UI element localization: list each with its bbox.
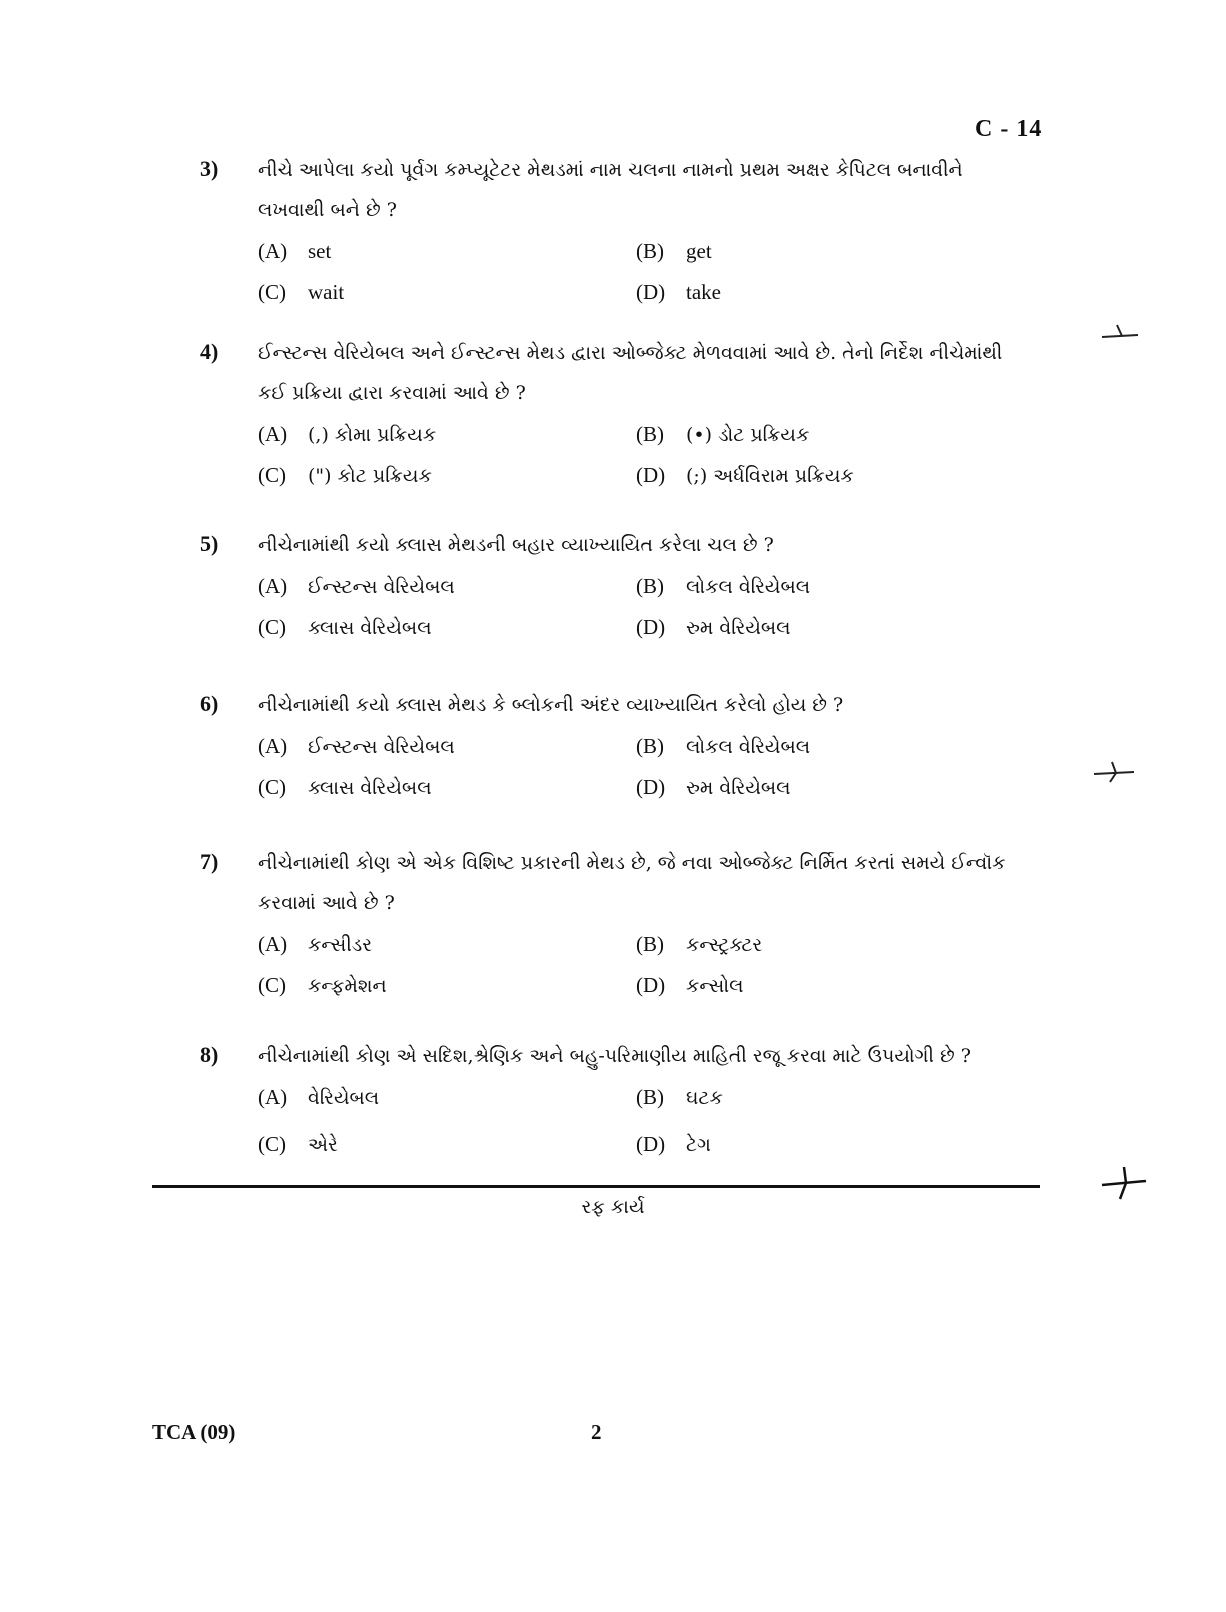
- option-letter: (A): [258, 422, 288, 446]
- option-text: કન્સ્ટ્રક્ટર: [686, 934, 763, 956]
- question-8: [200, 1036, 1030, 1162]
- option-text: કન્સોલ: [686, 975, 744, 997]
- question-text: નીચેનામાંથી કોણ એ એક વિશિષ્ટ પ્રકારની મેથડ છે, જે નવા ઓબ્જેક્ટ નિર્મિત કરતાં સમયે ઈન્વૉક કરવામાં આવે છે ?: [258, 852, 1006, 914]
- option-text: ટેગ: [686, 1134, 711, 1156]
- option-letter: (A): [258, 239, 288, 263]
- option-letter: (C): [258, 973, 286, 997]
- option-letter: (D): [636, 775, 666, 799]
- option-b: [636, 927, 1014, 962]
- option-text: લોકલ વેરિયેબલ: [686, 576, 811, 598]
- option-letter: (B): [636, 932, 664, 956]
- option-letter: (C): [258, 615, 286, 639]
- option-text: રુમ વેરિયેબલ: [686, 777, 791, 799]
- option-c: [258, 1127, 636, 1162]
- option-text: કન્સીડર: [308, 934, 373, 956]
- question-number: 5): [200, 531, 219, 556]
- question-number: 7): [200, 849, 219, 874]
- option-text: એરે: [308, 1134, 338, 1156]
- option-text: ક્લાસ વેરિયેબલ: [308, 777, 432, 799]
- option-text: (•) ડોટ પ્રક્રિયક: [686, 424, 810, 446]
- option-letter: (C): [258, 775, 286, 799]
- option-text: (;) અર્ધવિરામ પ્રક્રિયક: [686, 465, 854, 487]
- option-letter: (D): [636, 1132, 666, 1156]
- question-text: ઈન્સ્ટન્સ વેરિયેબલ અને ઈન્સ્ટન્સ મેથડ દ્વારા ઓબ્જેક્ટ મેળવવામાં આવે છે. તેનો નિર્દેશ નીચેમાંથી કઈ પ્રક્રિયા દ્વારા કરવામાં આવે છે ?: [258, 342, 1003, 404]
- option-text: ક્લાસ વેરિયેબલ: [308, 617, 432, 639]
- option-letter: (A): [258, 932, 288, 956]
- scan-mark-icon: [1092, 760, 1136, 786]
- question-text: નીચેનામાંથી કયો ક્લાસ મેથડ કે બ્લોકની અંદર વ્યાખ્યાયિત કરેલો હોય છે ?: [258, 694, 844, 716]
- option-text: રુમ વેરિયેબલ: [686, 617, 791, 639]
- question-text: નીચેનામાંથી કયો ક્લાસ મેથડની બહાર વ્યાખ્યાયિત કરેલા ચલ છે ?: [258, 534, 774, 556]
- options-list: [258, 927, 1030, 1003]
- option-d: [636, 610, 1014, 645]
- scan-mark-icon: [1100, 1165, 1148, 1201]
- option-text: (,) કોમા પ્રક્રિયક: [308, 424, 437, 446]
- option-d: [636, 1127, 1014, 1162]
- option-letter: (D): [636, 280, 666, 304]
- question-number: 6): [200, 691, 219, 716]
- option-a: [258, 234, 636, 269]
- option-letter: (B): [636, 1085, 664, 1109]
- option-letter: (A): [258, 734, 288, 758]
- option-letter: (B): [636, 734, 664, 758]
- options-list: [258, 729, 1030, 805]
- option-d: [636, 275, 1014, 310]
- option-d: [636, 770, 1014, 805]
- option-text: ઈન્સ્ટન્સ વેરિયેબલ: [308, 736, 455, 758]
- option-b: [636, 417, 1014, 452]
- option-b: [636, 569, 1014, 604]
- option-b: [636, 729, 1014, 764]
- option-text: લોકલ વેરિયેબલ: [686, 736, 811, 758]
- option-d: [636, 968, 1014, 1003]
- option-text: કન્ફમેશન: [308, 975, 387, 997]
- question-5: [200, 525, 1030, 645]
- question-number: 4): [200, 339, 219, 364]
- option-text: વેરિયેબલ: [308, 1087, 380, 1109]
- option-text: take: [686, 280, 721, 304]
- options-list: [258, 569, 1030, 645]
- option-letter: (D): [636, 973, 666, 997]
- paper-code: TCA (09): [152, 1420, 236, 1444]
- option-text: wait: [308, 280, 345, 304]
- option-text: ઘટક: [686, 1087, 723, 1109]
- option-letter: (A): [258, 574, 288, 598]
- option-letter: (C): [258, 463, 286, 487]
- divider-rule: [152, 1185, 1040, 1188]
- option-a: [258, 729, 636, 764]
- question-text: નીચેનામાંથી કોણ એ સદિશ,શ્રેણિક અને બહુ-પરિમાણીય માહિતી રજૂ કરવા માટે ઉપયોગી છે ?: [258, 1045, 971, 1067]
- option-a: [258, 927, 636, 962]
- question-3: [200, 150, 1030, 310]
- option-c: [258, 275, 636, 310]
- option-b: [636, 234, 1014, 269]
- question-text: નીચે આપેલા કયો પૂર્વગ કમ્પ્યૂટેટર મેથડમાં નામ ચલના નામનો પ્રથમ અક્ષર કેપિટલ બનાવીને લખવાથી બને છે ?: [258, 159, 963, 221]
- option-d: [636, 458, 1014, 493]
- option-letter: (C): [258, 1132, 286, 1156]
- option-c: [258, 968, 636, 1003]
- option-letter: (B): [636, 422, 664, 446]
- options-list: [258, 234, 1030, 310]
- option-letter: (D): [636, 615, 666, 639]
- page-number: 2: [591, 1420, 602, 1444]
- page-code: C - 14: [975, 116, 1043, 142]
- options-list: [258, 1080, 1030, 1162]
- option-letter: (C): [258, 280, 286, 304]
- option-b: [636, 1080, 1014, 1115]
- rough-work-label: રફ કાર્ય: [581, 1196, 645, 1218]
- option-text: get: [686, 239, 712, 263]
- option-letter: (B): [636, 239, 664, 263]
- option-a: [258, 417, 636, 452]
- option-text: ઈન્સ્ટન્સ વેરિયેબલ: [308, 576, 455, 598]
- option-letter: (B): [636, 574, 664, 598]
- option-letter: (D): [636, 463, 666, 487]
- question-number: 8): [200, 1042, 219, 1067]
- option-c: [258, 770, 636, 805]
- option-c: [258, 610, 636, 645]
- option-text: set: [308, 239, 332, 263]
- option-text: (") કોટ પ્રક્રિયક: [308, 465, 432, 487]
- question-4: [200, 333, 1030, 493]
- options-list: [258, 417, 1030, 493]
- question-6: [200, 685, 1030, 805]
- option-c: [258, 458, 636, 493]
- scan-mark-icon: [1100, 322, 1140, 346]
- option-a: [258, 569, 636, 604]
- question-number: 3): [200, 156, 219, 181]
- option-letter: (A): [258, 1085, 288, 1109]
- question-7: [200, 843, 1030, 1003]
- option-a: [258, 1080, 636, 1115]
